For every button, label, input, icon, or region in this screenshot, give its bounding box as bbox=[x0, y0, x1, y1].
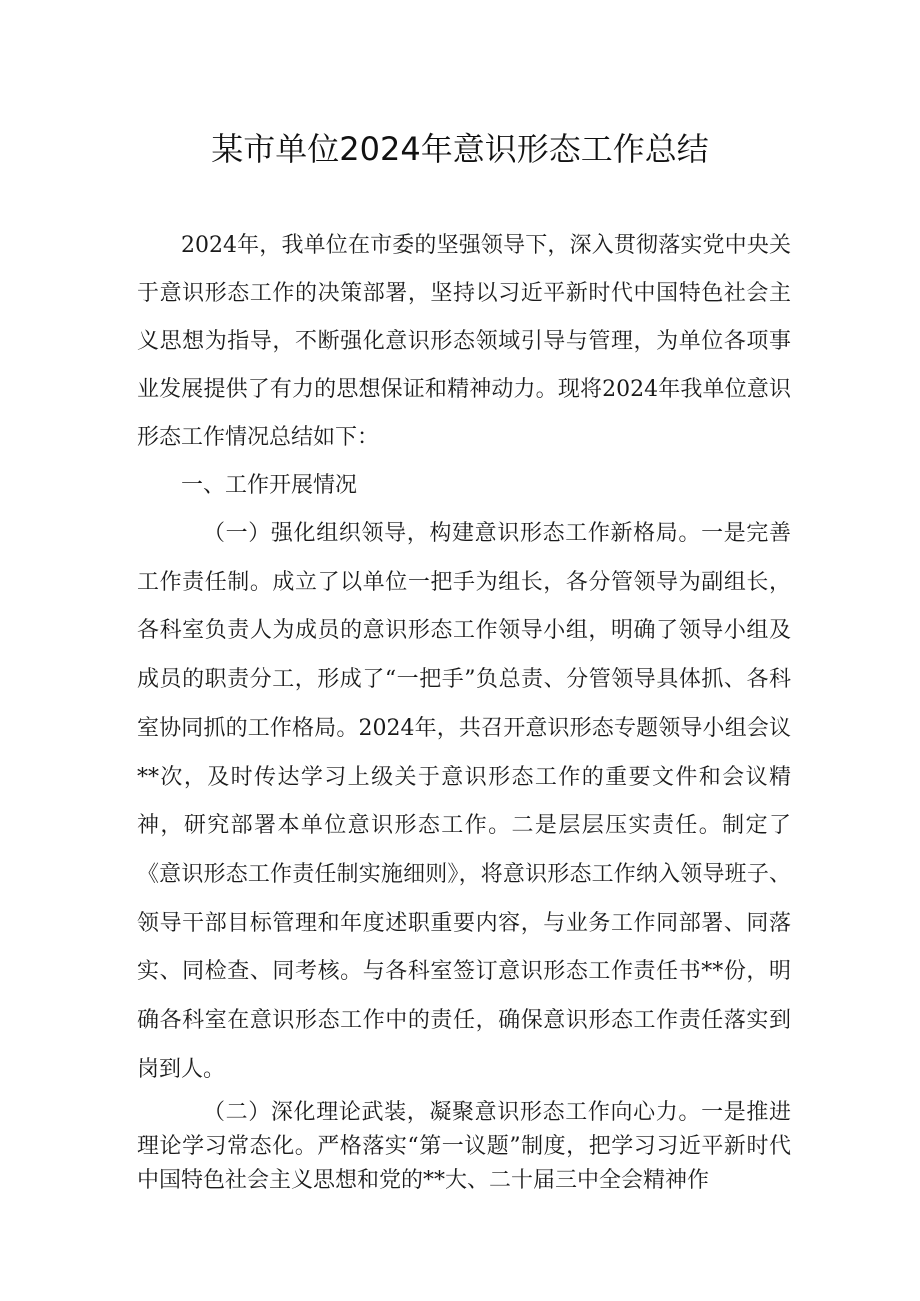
document-title: 某市单位2024年意识形态工作总结 bbox=[211, 130, 709, 168]
item-one-paragraph: （一）强化组织领导，构建意识形态工作新格局。一是完善工作责任制。成立了以单位一把手为组长，各分管领导为副组长，各科室负责人为成员的意识形态工作领导小组，明确了领导小组及成员的职责分工，形成了“一把手”负总责、分管领导具体抓、各科室协同抓的工作格局。2024年，共召开意识形态专题领导小组会议**次，及时传达学习上级关于意识形态工作的重要文件和会议精神，研究部署本单位意识形态工作。二是层层压实责任。制定了《意识形态工作责任制实施细则》，将意识形态工作纳入领导班子、领导干部目标管理和年度述职重要内容，与业务工作同部署、同落实、同检查、同考核。与各科室签订意识形态工作责任书**份，明确各科室在意识形态工作中的责任，确保意识形态工作责任落实到岗到人。 bbox=[137, 521, 791, 1082]
intro-paragraph: 2024年，我单位在市委的坚强领导下，深入贯彻落实党中央关于意识形态工作的决策部署，坚持以习近平新时代中国特色社会主义思想为指导，不断强化意识形态领域引导与管理，为单位各项事业发展提供了有力的思想保证和精神动力。现将2024年我单位意识形态工作情况总结如下： bbox=[137, 233, 791, 450]
item-two-paragraph: （二）深化理论武装，凝聚意识形态工作向心力。一是推进理论学习常态化。严格落实“第一议题”制度，把学习习近平新时代中国特色社会主义思想和党的**大、二十届三中全会精神作 bbox=[137, 1100, 791, 1193]
section-heading: 一、工作开展情况 bbox=[181, 473, 358, 498]
